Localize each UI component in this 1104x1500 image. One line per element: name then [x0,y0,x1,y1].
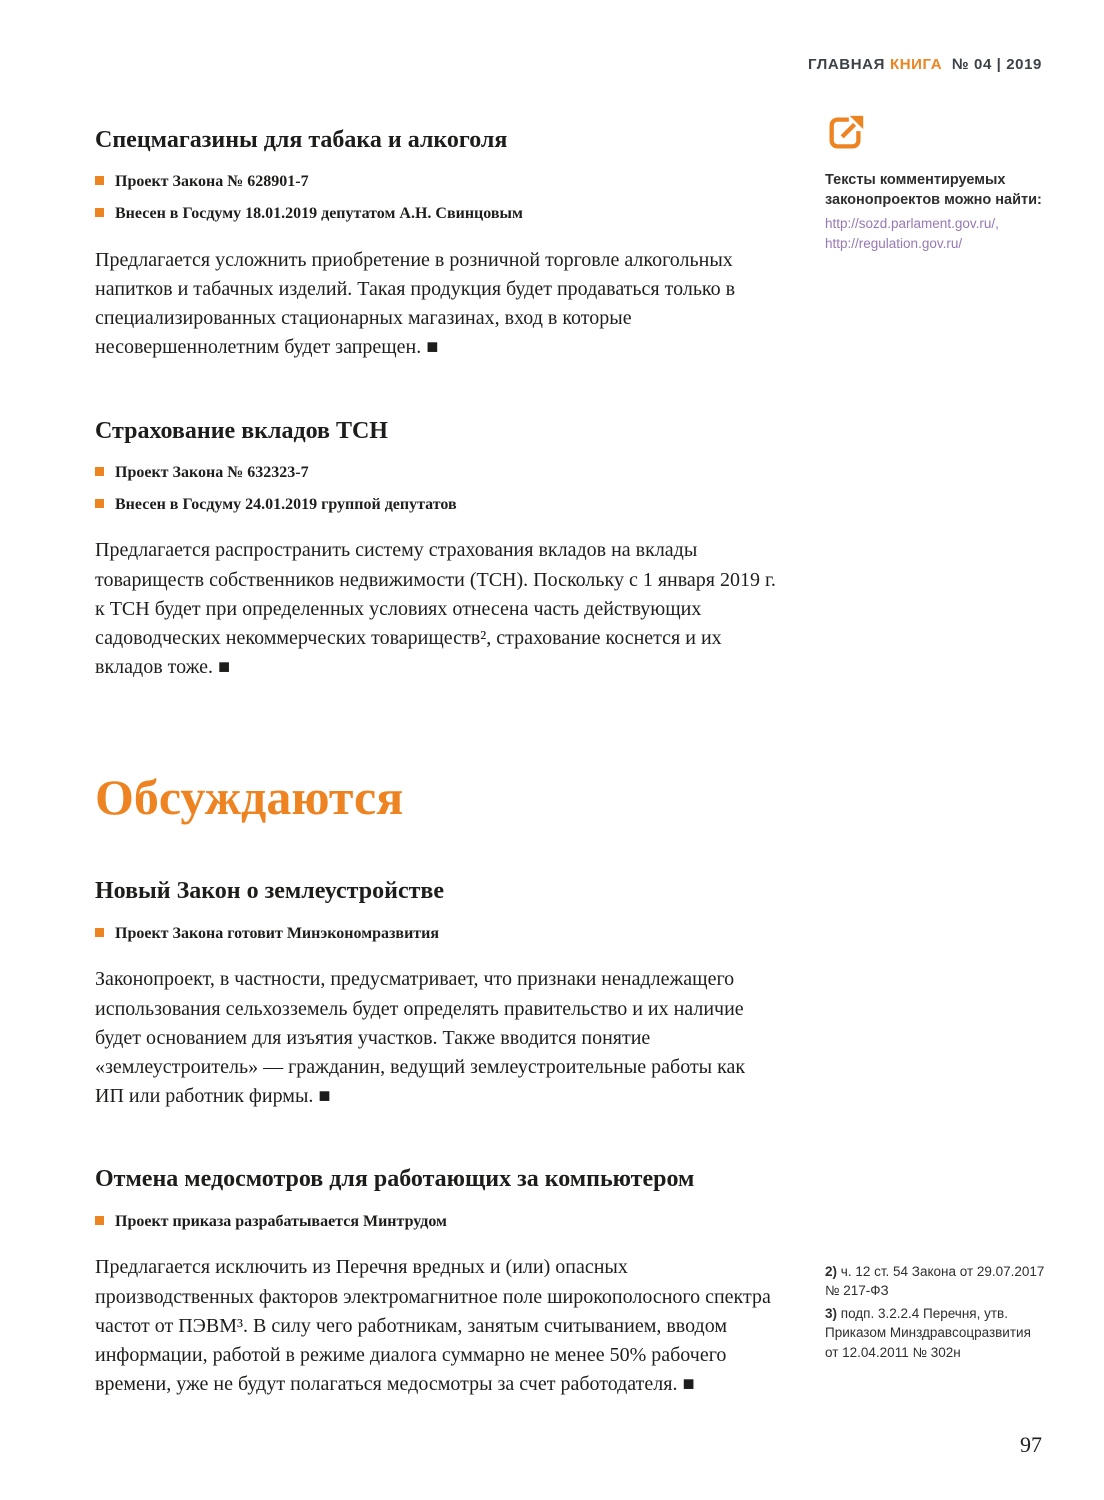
article-body: Предлагается исключить из Перечня вредных и (или) опасных производственных факторов электромагнитное поле широкополосного спектра частот от ПЭВМ³. В силу чего работникам, занятым считыванием, вводом информации, работой в режиме диалога суммарно не менее 50% рабочего времени, уже не будут полагаться медосмотры за счет работодателя. ■ [95,1256,771,1396]
article-title: Страхование вкладов ТСН [95,417,388,444]
sidebar-note-title: Тексты комментируемых законопроектов можно найти: [825,172,1042,208]
bullet-text: Проект приказа разрабатывается Минтрудом [115,1212,447,1230]
bullet-text: Проект Закона № 628901-7 [115,173,309,191]
bullet-square-icon [95,176,104,185]
sidebar-link-regulation[interactable]: http://regulation.gov.ru/ [825,236,963,252]
article-body: Законопроект, в частности, предусматривает, что признаки ненадлежащего использования сельхозземель будет определять правительство и их наличие будет основанием для изъятия участков. Также вводится понятие «землеустроитель» — гражданин, ведущий землеустроительные работы как ИП или работник фирмы. ■ [95,968,746,1108]
bullet-item [95,1212,777,1233]
bullet-square-icon [95,499,104,508]
page-header [808,56,1042,73]
bullet-list [95,463,777,516]
article-tsn-deposit-insurance [95,417,777,683]
bullet-item [95,495,777,516]
brand-accent: КНИГА [889,56,943,73]
article-body: Предлагается усложнить приобретение в розничной торговле алкогольных напитков и табачных изделий. Такая продукция будет продаваться только в специализированных стационарных магазинах, вход в которые несовершеннолетним будет запрещен. ■ [95,248,736,359]
issue-number: № 04 | 2019 [951,56,1042,73]
bullet-item [95,463,777,484]
bullet-text: Внесен в Госдуму 24.01.2019 группой депутатов [115,495,457,513]
section-heading: Обсуждаются [95,769,404,826]
sidebar-note [825,112,1047,255]
article-body: Предлагается распространить систему страхования вкладов на вклады товариществ собственников недвижимости (ТСН). Поскольку с 1 января 2019 г. к ТСН будет при определенных условиях отнесена часть действующих садоводческих некоммерческих товариществ², страхование коснется и их вкладов тоже. ■ [95,539,776,679]
bullet-text: Проект Закона № 632323-7 [115,463,309,481]
external-link-icon [825,112,867,154]
footnotes [825,1262,1047,1366]
footnote-text: подп. 3.2.2.4 Перечня, утв. Приказом Минздравсоцразвития от 12.04.2011 № 302н [825,1306,1031,1360]
bullet-square-icon [95,1216,104,1225]
footnote-3 [825,1304,1047,1361]
footnote-marker: 3) [825,1306,838,1322]
sidebar-link-sozd-parlament[interactable]: http://sozd.parlament.gov.ru/, [825,216,999,231]
bullet-list [95,172,777,225]
main-column [95,126,777,1399]
sidebar-links [825,214,1047,255]
article-medical-checkups-cancel [95,1165,777,1399]
footnote-2 [825,1262,1047,1300]
bullet-list [95,924,777,945]
bullet-square-icon [95,208,104,217]
page-number: 97 [1020,1432,1042,1457]
article-title: Спецмагазины для табака и алкоголя [95,127,508,153]
brand-main: ГЛАВНАЯ [808,56,885,73]
bullet-text: Проект Закона готовит Минэкономразвития [115,924,440,942]
bullet-item [95,204,777,225]
bullet-list [95,1212,777,1233]
bullet-item [95,172,777,193]
bullet-text: Внесен в Госдуму 18.01.2019 депутатом А.Н. Свинцовым [115,205,523,223]
article-land-management-law [95,877,777,1111]
bullet-square-icon [95,467,104,476]
bullet-item [95,924,777,945]
bullet-square-icon [95,928,104,937]
footnote-text: ч. 12 ст. 54 Закона от 29.07.2017 № 217-ФЗ [825,1264,1045,1299]
footnote-marker: 2) [825,1264,838,1279]
article-tobacco-alcohol-shops [95,126,777,363]
article-title: Отмена медосмотров для работающих за компьютером [95,1166,695,1193]
article-title: Новый Закон о землеустройстве [95,878,444,905]
